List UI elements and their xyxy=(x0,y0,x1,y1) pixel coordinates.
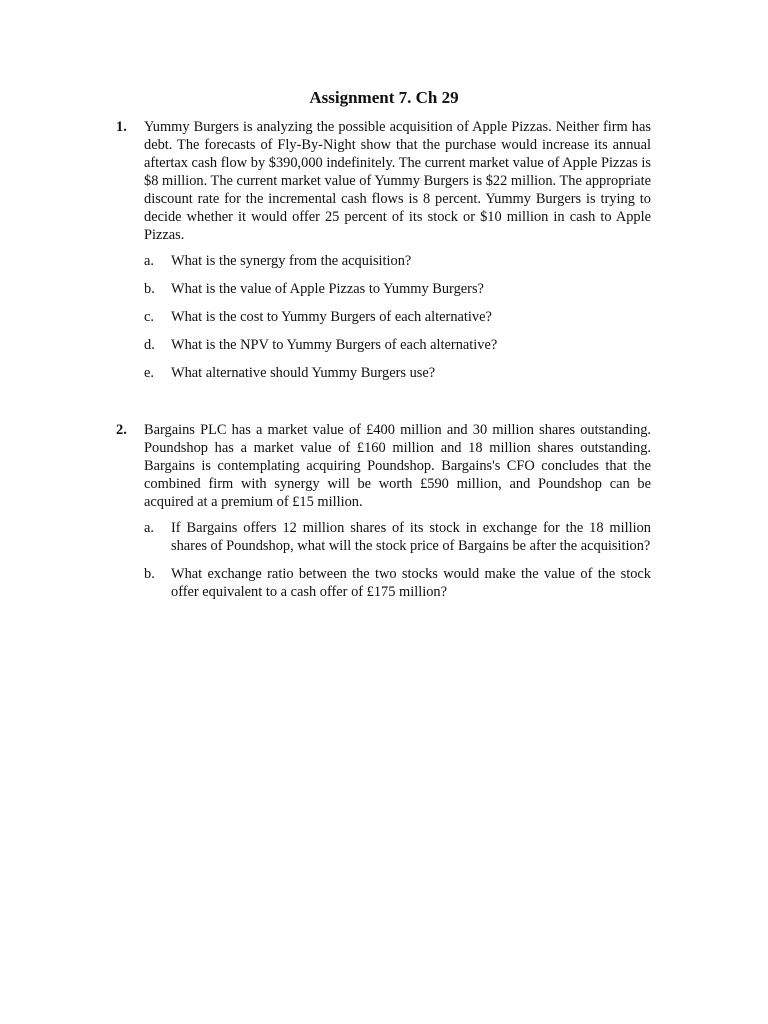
question-text: Bargains PLC has a market value of £400 million and 30 million shares outstanding. Poundshop has a market value of £160 million and 18 million shares outstanding. Bargains is contemplating acquiring Poundshop. Bargains's CFO concludes that the combined firm with synergy will be worth £590 million, and Poundshop can be acquired at a premium of £15 million. xyxy=(144,422,651,510)
part-text: If Bargains offers 12 million shares of its stock in exchange for the 18 million shares of Poundshop, what will the stock price of Bargains be after the acquisition? xyxy=(171,520,651,554)
question-parts xyxy=(144,252,651,382)
part-text: What exchange ratio between the two stocks would make the value of the stock offer equivalent to a cash offer of £175 million? xyxy=(171,566,651,600)
part-text: What is the value of Apple Pizzas to Yummy Burgers? xyxy=(171,281,484,297)
question-part-c xyxy=(144,308,651,326)
part-letter: a. xyxy=(144,520,154,536)
question-part-e xyxy=(144,364,651,382)
question-part-a xyxy=(144,519,651,555)
question-part-d xyxy=(144,336,651,354)
part-letter: c. xyxy=(144,309,154,325)
question-part-b xyxy=(144,565,651,601)
part-letter: e. xyxy=(144,365,154,381)
question-number: 1. xyxy=(116,119,127,135)
question-part-a xyxy=(144,252,651,270)
page-title: Assignment 7. Ch 29 xyxy=(309,88,459,107)
part-text: What is the NPV to Yummy Burgers of each alternative? xyxy=(171,337,498,353)
question-2 xyxy=(116,421,651,611)
question-part-b xyxy=(144,280,651,298)
question-text: Yummy Burgers is analyzing the possible acquisition of Apple Pizzas. Neither firm has debt. The forecasts of Fly-By-Night show that the purchase would increase its annual aftertax cash flow by $390,000 indefinitely. The current market value of Apple Pizzas is $8 million. The current market value of Yummy Burgers is $22 million. The appropriate discount rate for the incremental cash flows is 8 percent. Yummy Burgers is trying to decide whether it would offer 25 percent of its stock or $10 million in cash to Apple Pizzas. xyxy=(144,119,651,243)
part-letter: a. xyxy=(144,253,154,269)
question-number: 2. xyxy=(116,422,127,438)
part-letter: b. xyxy=(144,566,155,582)
part-text: What alternative should Yummy Burgers use? xyxy=(171,365,436,381)
part-text: What is the cost to Yummy Burgers of each alternative? xyxy=(171,309,492,325)
part-letter: b. xyxy=(144,281,155,297)
question-1 xyxy=(116,118,651,392)
part-letter: d. xyxy=(144,337,155,353)
part-text: What is the synergy from the acquisition? xyxy=(171,253,412,269)
question-parts xyxy=(144,519,651,601)
